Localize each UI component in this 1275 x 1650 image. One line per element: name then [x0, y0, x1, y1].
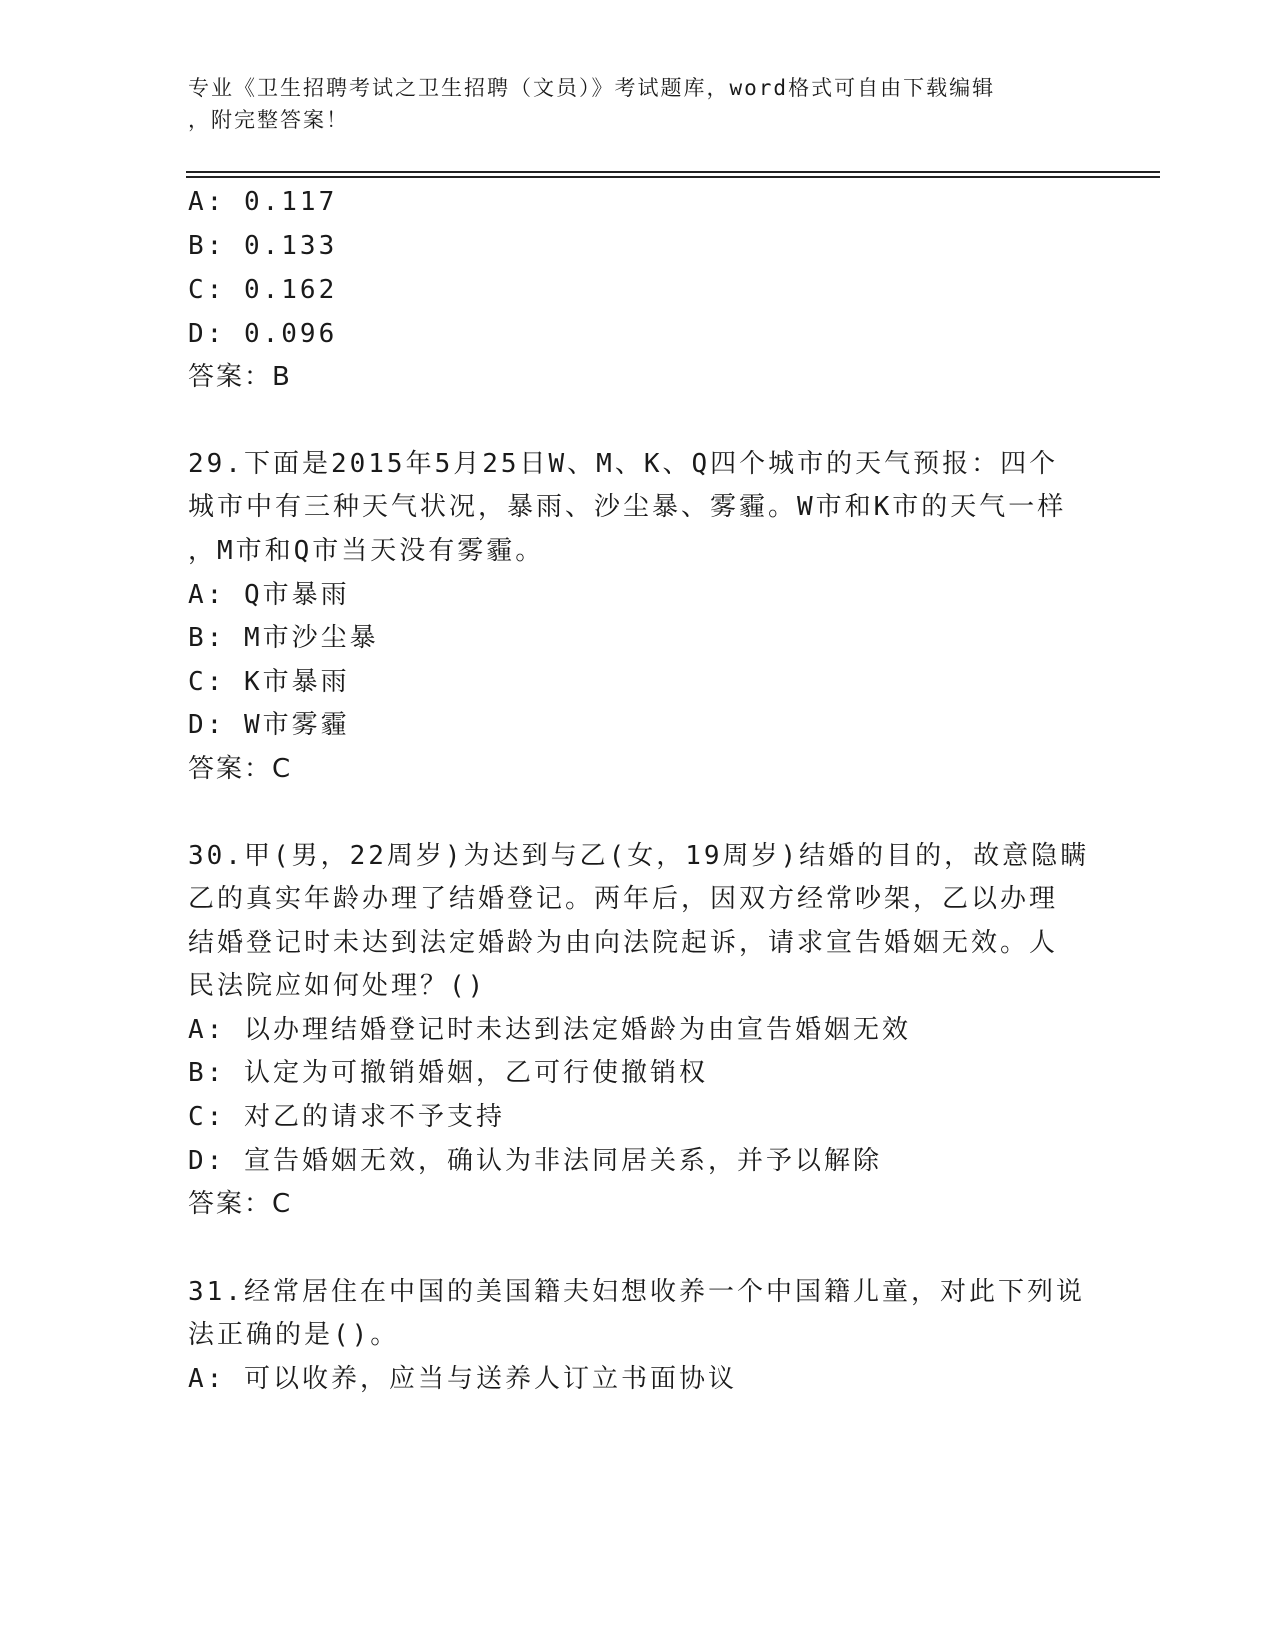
- q30-option-d: D: 宣告婚姻无效，确认为非法同居关系，并予以解除: [188, 1146, 882, 1176]
- q31-stem-line-2: 法正确的是()。: [188, 1320, 400, 1350]
- document-header: [188, 72, 1088, 136]
- q30-option-b: B: 认定为可撤销婚姻，乙可行使撤销权: [188, 1058, 708, 1088]
- header-line-1: 专业《卫生招聘考试之卫生招聘（文员）》考试题库，word格式可自由下载编辑: [188, 76, 996, 100]
- q28-option-c: C: 0.162: [188, 275, 338, 305]
- q29-option-d: D: W市雾霾: [188, 710, 350, 740]
- q29-answer: 答案：C: [188, 754, 293, 784]
- q29-stem-line-2: 城市中有三种天气状况，暴雨、沙尘暴、雾霾。W市和K市的天气一样: [188, 492, 1067, 522]
- q30-answer: 答案：C: [188, 1189, 293, 1219]
- q30-option-c: C: 对乙的请求不予支持: [188, 1102, 505, 1132]
- q29-stem-line-3: ，M市和Q市当天没有雾霾。: [188, 536, 545, 566]
- q29-option-b: B: M市沙尘暴: [188, 623, 379, 653]
- q30-stem-line-4: 民法院应如何处理？(): [188, 971, 487, 1001]
- q30-stem-line-3: 结婚登记时未达到法定婚龄为由向法院起诉，请求宣告婚姻无效。人: [188, 928, 1059, 958]
- q30-stem-line-1: 30.甲(男，22周岁)为达到与乙(女，19周岁)结婚的目的，故意隐瞒: [188, 841, 1090, 871]
- header-line-2: ，附完整答案！: [188, 108, 349, 132]
- q29-option-a: A: Q市暴雨: [188, 580, 350, 610]
- q29-stem-line-1: 29.下面是2015年5月25日W、M、K、Q四个城市的天气预报：四个: [188, 449, 1059, 479]
- q29-option-c: C: K市暴雨: [188, 667, 350, 697]
- q30-option-a: A: 以办理结婚登记时未达到法定婚龄为由宣告婚姻无效: [188, 1015, 911, 1045]
- header-rule-bottom: [186, 176, 1160, 178]
- q31-stem-line-1: 31.经常居住在中国的美国籍夫妇想收养一个中国籍儿童，对此下列说: [188, 1277, 1085, 1307]
- q28-option-a: A: 0.117: [188, 187, 338, 217]
- q28-answer: 答案：B: [188, 362, 292, 392]
- q28-option-b: B: 0.133: [188, 231, 338, 261]
- header-rule-top: [186, 171, 1160, 173]
- q30-stem-line-2: 乙的真实年龄办理了结婚登记。两年后，因双方经常吵架，乙以办理: [188, 884, 1059, 914]
- q28-option-d: D: 0.096: [188, 319, 338, 349]
- q31-option-a: A: 可以收养，应当与送养人订立书面协议: [188, 1364, 737, 1394]
